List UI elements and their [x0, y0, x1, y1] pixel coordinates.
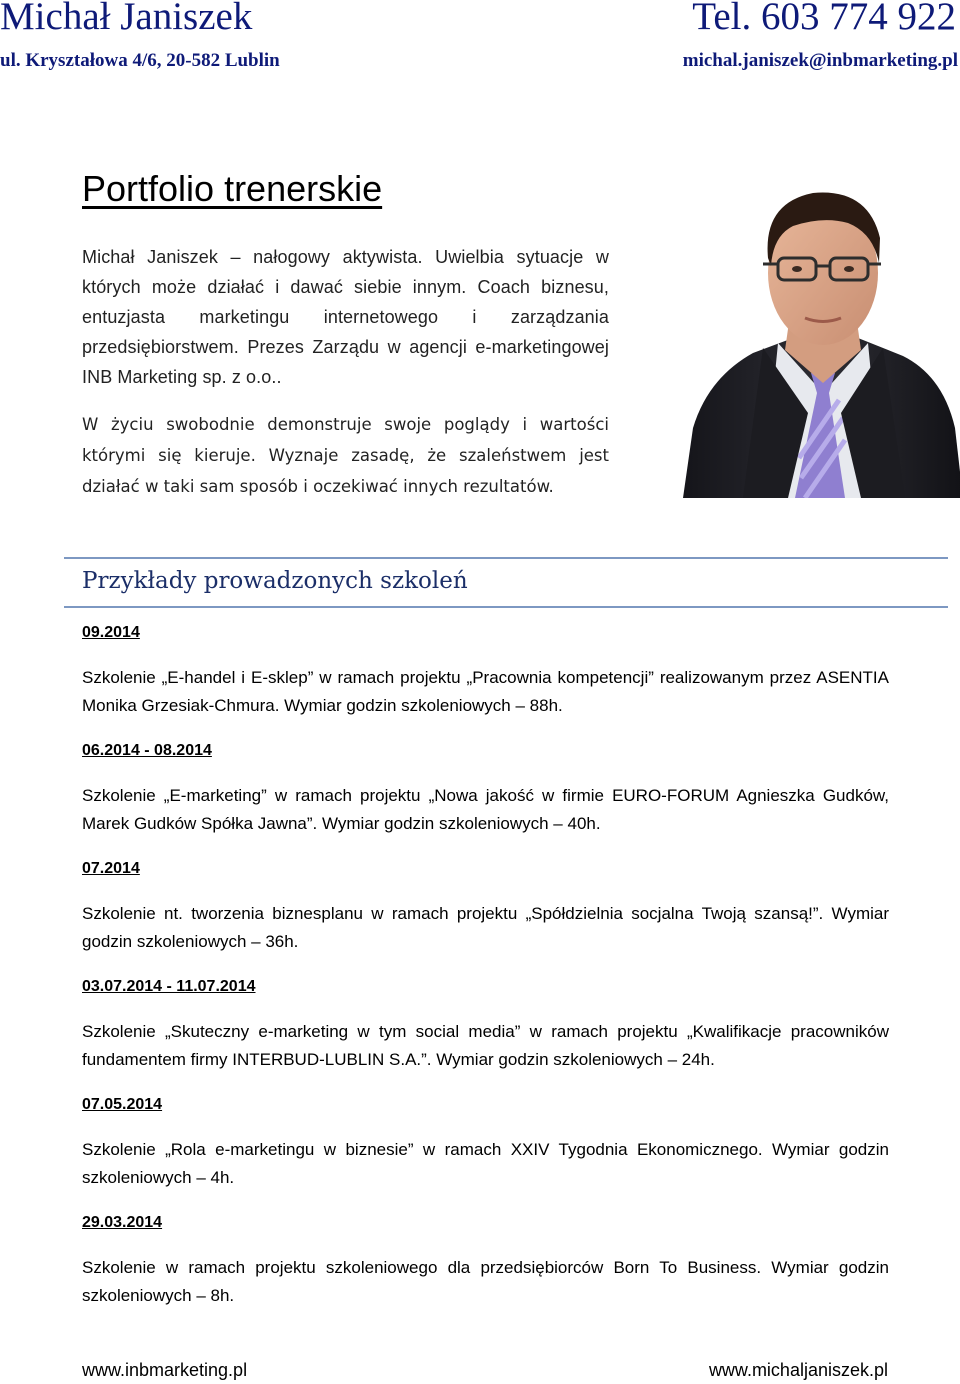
footer-website-right[interactable]: www.michaljaniszek.pl — [708, 1360, 888, 1380]
bio-paragraph-1: Michał Janiszek – nałogowy aktywista. Uwielbia sytuacje w których może działać i dawać siebie innym. Coach biznesu, entuzjasta marketingu internetowego i zarządzania przedsiębiorstwem. Prezes Zarządu w agencji e-marketingowej INB Marketing sp. z o.o.. — [82, 247, 609, 387]
section-divider-top — [64, 557, 948, 559]
training-description: Szkolenie „Skuteczny e-marketing w tym social media” w ramach projektu „Kwalifikacje pracowników fundamentem firmy INTERBUD-LUBLIN S.A.”. Wymiar godzin szkoleniowych – 24h. — [82, 1022, 889, 1069]
training-date: 09.2014 — [82, 624, 140, 641]
portrait-photo — [683, 178, 960, 498]
training-date: 06.2014 - 08.2014 — [82, 742, 212, 759]
header-address: ul. Kryształowa 4/6, 20-582 Lublin — [0, 50, 280, 71]
header-email: michal.janiszek@inbmarketing.pl — [682, 50, 958, 71]
training-date: 07.2014 — [82, 860, 140, 877]
header-phone: Tel. 603 774 922 — [692, 0, 956, 38]
training-description: Szkolenie „E-marketing” w ramach projektu „Nowa jakość w firmie EURO-FORUM Agnieszka Gudków, Marek Gudków Spółka Jawna”. Wymiar godzin szkoleniowych – 40h. — [82, 786, 889, 833]
training-date: 29.03.2014 — [82, 1214, 163, 1231]
header-name: Michał Janiszek — [0, 0, 253, 38]
training-date: 07.05.2014 — [82, 1096, 163, 1113]
page-title: Portfolio trenerskie — [82, 168, 383, 209]
bio-paragraph-2: W życiu swobodnie demonstruje swoje poglądy i wartości którymi się kieruje. Wyznaje zasadę, że szaleństwem jest działać w taki sam sposób i oczekiwać innych rezultatów. — [82, 415, 609, 496]
training-description: Szkolenie w ramach projektu szkoleniowego dla przedsiębiorców Born To Business. Wymiar godzin szkoleniowych – 8h. — [82, 1258, 889, 1305]
training-description: Szkolenie „E-handel i E-sklep” w ramach projektu „Pracownia kompetencji” realizowanym przez ASENTIA Monika Grzesiak-Chmura. Wymiar godzin szkoleniowych – 88h. — [82, 668, 889, 715]
training-date: 03.07.2014 - 11.07.2014 — [82, 978, 256, 995]
section-divider-bottom — [64, 606, 948, 608]
training-description: Szkolenie nt. tworzenia biznesplanu w ramach projektu „Spółdzielnia socjalna Twoją szansą!”. Wymiar godzin szkoleniowych – 36h. — [82, 904, 889, 951]
section-title: Przykłady prowadzonych szkoleń — [82, 568, 468, 594]
footer-website-left[interactable]: www.inbmarketing.pl — [82, 1360, 248, 1380]
training-description: Szkolenie „Rola e-marketingu w biznesie” w ramach XXIV Tygodnia Ekonomicznego. Wymiar godzin szkoleniowych – 4h. — [82, 1140, 889, 1187]
